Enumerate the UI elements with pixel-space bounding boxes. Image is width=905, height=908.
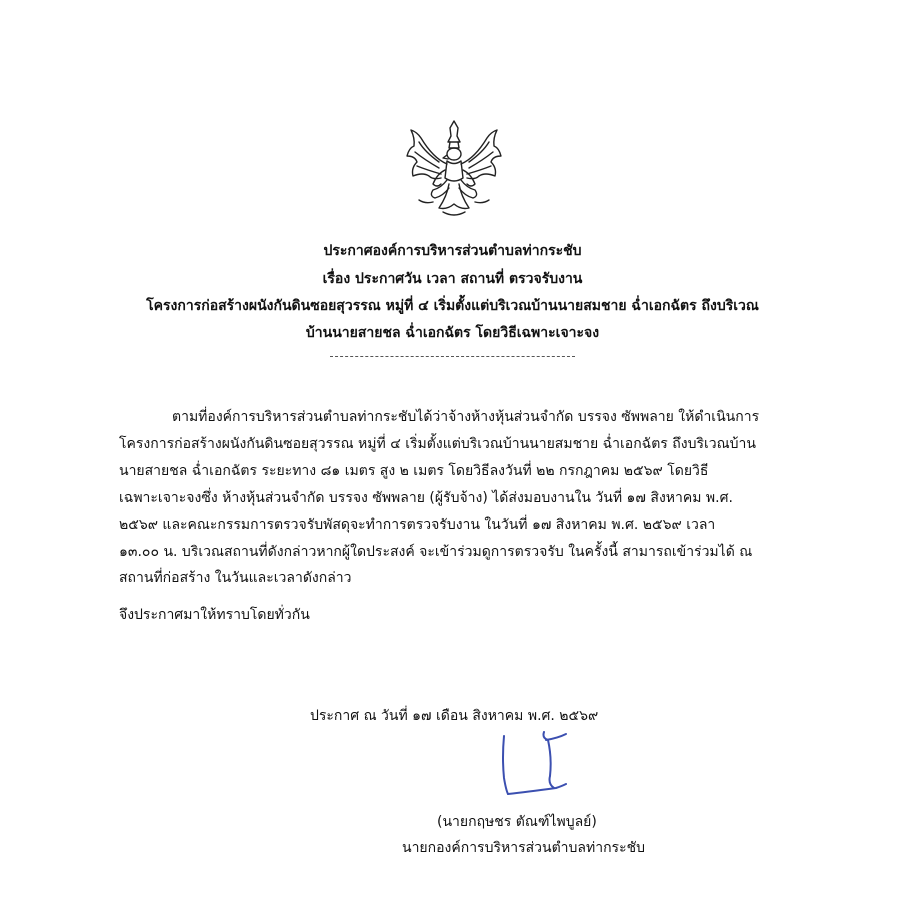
project-title-line-2: บ้านนายสายชล ฉ่ำเอกฉัตร โดยวิธีเฉพาะเจาะจง [305, 325, 600, 341]
closing-statement: จึงประกาศมาให้ทราบโดยทั่วกัน [119, 607, 310, 623]
garuda-emblem-icon [403, 118, 505, 222]
project-title-line-1: โครงการก่อสร้างผนังกันดินซอยสุวรรณ หมู่ที่ ๔ เริ่มตั้งแต่บริเวณบ้านนายสมชาย ฉ่ำเอกฉัตร ถึงบริเวณ [146, 298, 759, 314]
body-line: ๒๕๖๙ และคณะกรรมการตรวจรับพัสดุจะทำการตรวจรับงาน ในวันที่ ๑๗ สิงหาคม พ.ศ. ๒๕๖๙ เวลา [119, 517, 716, 533]
announcement-title: ประกาศองค์การบริหารส่วนตำบลท่ากระชับ [323, 243, 582, 259]
issue-date: ประกาศ ณ วันที่ ๑๗ เดือน สิงหาคม พ.ศ. ๒๕๖๙ [310, 708, 599, 724]
header-divider [330, 356, 575, 357]
body-line: ๑๓.๐๐ น. บริเวณสถานที่ดังกล่าวหากผู้ใดประสงค์ จะเข้าร่วมดูการตรวจรับ ในครั้งนี้ สามารถเข้าร่วมได้ ณ [119, 544, 753, 560]
body-line: โครงการก่อสร้างผนังกันดินซอยสุวรรณ หมู่ที่ ๔ เริ่มตั้งแต่บริเวณบ้านนายสมชาย ฉ่ำเอกฉัตร ถึงบริเวณบ้าน [119, 436, 756, 452]
announcement-subject: เรื่อง ประกาศวัน เวลา สถานที่ ตรวจรับงาน [322, 271, 583, 287]
signer-title: นายกองค์การบริหารส่วนตำบลท่ากระชับ [402, 840, 645, 856]
body-line: นายสายชล ฉ่ำเอกฉัตร ระยะทาง ๘๑ เมตร สูง ๒ เมตร โดยวิธีลงวันที่ ๒๒ กรกฎาคม ๒๕๖๙ โดยวิธี [119, 463, 709, 479]
body-line: สถานที่ก่อสร้าง ในวันและเวลาดังกล่าว [119, 570, 352, 586]
body-line: เฉพาะเจาะจงซึ่ง ห้างหุ้นส่วนจำกัด บรรจง ซัพพลาย (ผู้รับจ้าง) ได้ส่งมอบงานใน วันที่ ๑๗ สิงหาคม พ.ศ. [119, 490, 733, 506]
body-line: ตามที่องค์การบริหารส่วนตำบลท่ากระชับได้ว่าจ้างห้างหุ้นส่วนจำกัด บรรจง ซัพพลาย ให้ดำเนินการ [172, 409, 760, 425]
handwritten-signature [496, 728, 576, 808]
signer-name: (นายกฤษชร ตัณฑ์ไพบูลย์) [437, 814, 597, 830]
